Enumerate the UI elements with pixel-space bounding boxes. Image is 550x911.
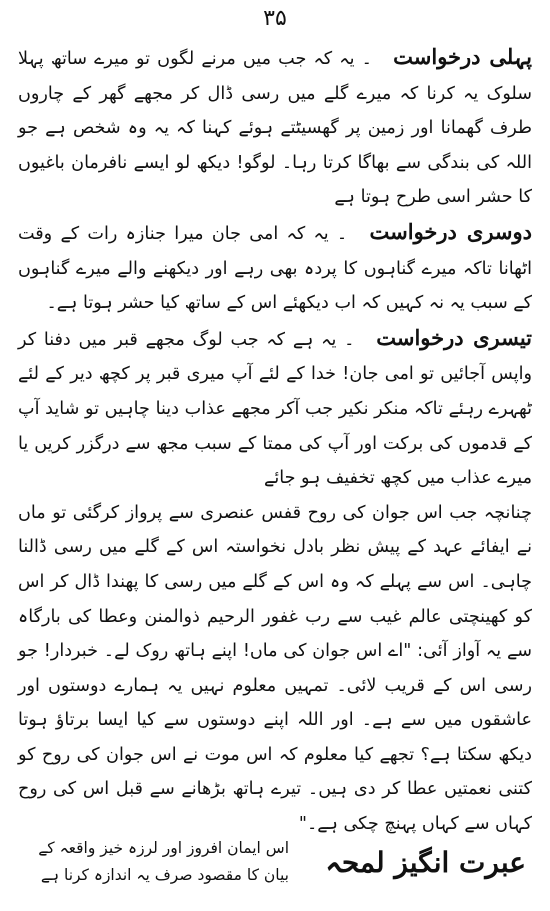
paragraph-text: ۔ یہ کہ امی جان میرا جنازہ رات کے وقت اٹھانا تاکہ میرے گناہوں کا پردہ بھی رہے اور دیکھنے والے میرے گناہوں کے سبب یہ نہ کہیں کہ اب دیکھئے اس کے ساتھ کیا حشر ہوتا ہے۔ — [18, 223, 532, 314]
page-number: ۳۵ — [263, 6, 287, 31]
paragraph-text: چنانچہ جب اس جوان کی روح قفس عنصری سے پرواز کرگئی تو ماں نے ایفائے عہد کے پیش نظر بادل نخواستہ اس کے گلے میں رسی ڈالنا چاہی۔ اس سے پہلے کہ وہ اس کے گلے میں رسی کا پھندا ڈال کر اس کو کھینچتی عالم غیب سے رب غفور الرحیم ذوالمنن وعطا کی بارگاہ سے یہ آواز آئی: "اے اس جوان کی ماں! اپنے ہاتھ روک لے۔ خبردار! جو رسی اس کے قریب لائی۔ تمہیں معلوم نہیں یہ ہمارے دوستوں اور عاشقوں میں سے ہے۔ اور اللہ اپنے دوستوں سے کیا ایسا برتاؤ ہوتا دیکھ سکتا ہے؟ تجھے کیا معلوم کہ اس موت نے اس جوان کی روح کو کتنی نعمتیں عطا کر دی ہیں۔ تیرے ہاتھ بڑھانے سے قبل اس کی روح کہاں سے کہاں پہنچ چکی ہے۔" — [18, 502, 532, 835]
paragraph-text: ۔ یہ کہ جب میں مرنے لگوں تو میرے ساتھ پہلا سلوک یہ کرنا کہ میرے گلے میں رسی ڈال کر مجھے گھر کے چاروں طرف گھمانا اور زمین پر گھسیٹتے ہوئے کہنا کہ یہ وہ شخص ہے جو اللہ کی بندگی سے بھاگا کرتا رہا۔ لوگو! دیکھ لو ایسے نافرمان باغیوں کا حشر اسی طرح ہوتا ہے — [18, 49, 532, 208]
body-text — [18, 40, 532, 842]
paragraph-narrative — [18, 496, 532, 842]
paragraph-third-request — [18, 321, 532, 496]
section-intro-text: اس ایمان افروز اور لرزہ خیز واقعہ کے بیان کا مقصود صرف یہ اندازہ کرنا ہے — [38, 839, 289, 884]
paragraph-first-request — [18, 40, 532, 215]
paragraph-second-request — [18, 215, 532, 321]
section-title: عبرت انگیز لمحہ — [325, 845, 526, 879]
paragraph-heading: تیسری درخواست — [376, 324, 533, 350]
page-footer — [18, 822, 532, 902]
paragraph-heading: پہلی درخواست — [393, 44, 532, 69]
paragraph-heading: دوسری درخواست — [369, 218, 533, 244]
paragraph-text: ۔ یہ ہے کہ جب لوگ مجھے قبر میں دفنا کر واپس آجائیں تو امی جان! خدا کے لئے آپ میری قبر پر کچھ دیر کے لئے ٹھہرے رہئے تاکہ منکر نکیر جب آکر مجھے عذاب دینا چاہیں تو شاید آپ کے قدموں کی برکت اور آپ کی ممتا کے سبب مجھ سے درگزر کریں یا میرے عذاب میں کچھ تخفیف ہو جائے — [18, 329, 532, 489]
